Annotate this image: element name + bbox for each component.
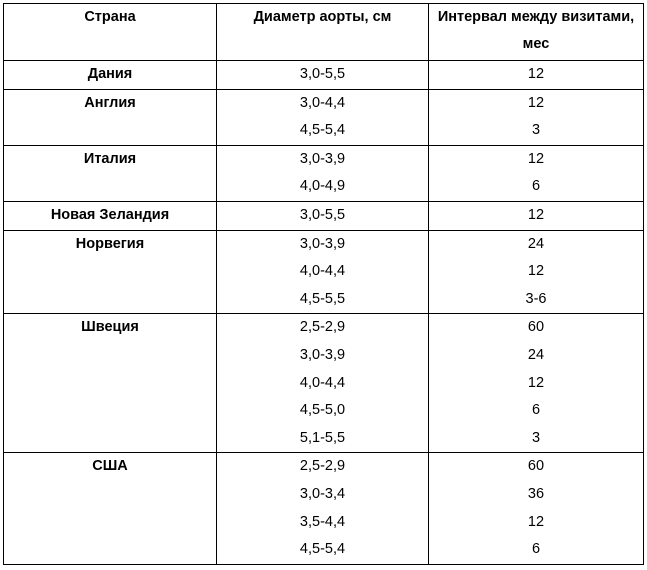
interval-cell (429, 61, 644, 90)
interval-value: 3-6 (525, 290, 547, 307)
diameter-value: 3,0-3,9 (299, 150, 346, 167)
diameter-value: 3,0-3,9 (299, 346, 346, 363)
interval-value: 3 (531, 429, 541, 446)
interval-value: 6 (531, 178, 541, 195)
interval-value: 12 (527, 374, 545, 391)
country-cell: Дания (4, 61, 217, 90)
table-row (4, 145, 644, 201)
interval-cell (429, 453, 644, 564)
diameter-value: 4,5-5,4 (299, 122, 346, 139)
diameter-cell (217, 61, 429, 90)
interval-value: 60 (527, 458, 545, 475)
diameter-value: 2,5-2,9 (299, 458, 346, 475)
diameter-value: 4,0-4,9 (299, 178, 346, 195)
diameter-cell (217, 314, 429, 453)
country-cell: США (4, 453, 217, 564)
diameter-value: 3,0-4,4 (299, 94, 346, 111)
diameter-value: 4,5-5,0 (299, 402, 346, 419)
table-row (4, 453, 644, 564)
table-row (4, 89, 644, 145)
diameter-cell (217, 201, 429, 230)
diameter-value: 3,0-3,4 (299, 485, 346, 502)
diameter-value: 5,1-5,5 (299, 429, 346, 446)
diameter-cell (217, 145, 429, 201)
header-diameter: Диаметр аорты, см (217, 4, 429, 61)
table-row (4, 230, 644, 314)
country-cell: Швеция (4, 314, 217, 453)
interval-value: 12 (527, 66, 545, 82)
interval-cell (429, 145, 644, 201)
interval-value: 12 (527, 150, 545, 167)
diameter-value: 4,0-4,4 (299, 263, 346, 280)
diameter-value: 3,0-3,9 (299, 235, 346, 252)
country-cell: Италия (4, 145, 217, 201)
country-cell: Новая Зеландия (4, 201, 217, 230)
interval-cell (429, 314, 644, 453)
diameter-value: 3,0-5,5 (299, 206, 346, 223)
table-body (4, 61, 644, 565)
diameter-value: 4,5-5,4 (299, 541, 346, 558)
table-row (4, 201, 644, 230)
table-row (4, 314, 644, 453)
interval-cell (429, 201, 644, 230)
interval-value: 12 (527, 513, 545, 530)
interval-cell (429, 89, 644, 145)
table-row (4, 61, 644, 90)
interval-value: 60 (527, 319, 545, 336)
interval-value: 24 (527, 346, 545, 363)
diameter-value: 4,0-4,4 (299, 374, 346, 391)
diameter-value: 3,5-4,4 (299, 513, 346, 530)
aorta-surveillance-table (3, 3, 644, 565)
interval-value: 24 (527, 235, 545, 252)
header-country: Страна (4, 4, 217, 61)
header-row (4, 4, 644, 61)
interval-value: 36 (527, 485, 545, 502)
interval-value: 6 (531, 402, 541, 419)
diameter-cell (217, 453, 429, 564)
header-interval: Интервал между визитами, мес (429, 4, 644, 61)
country-cell: Норвегия (4, 230, 217, 314)
interval-value: 12 (527, 206, 545, 223)
diameter-value: 4,5-5,5 (299, 290, 346, 307)
diameter-cell (217, 89, 429, 145)
interval-value: 12 (527, 263, 545, 280)
diameter-cell (217, 230, 429, 314)
interval-cell (429, 230, 644, 314)
interval-value: 12 (527, 94, 545, 111)
diameter-value: 2,5-2,9 (299, 319, 346, 336)
interval-value: 3 (531, 122, 541, 139)
interval-value: 6 (531, 541, 541, 558)
diameter-value: 3,0-5,5 (299, 66, 346, 82)
country-cell: Англия (4, 89, 217, 145)
